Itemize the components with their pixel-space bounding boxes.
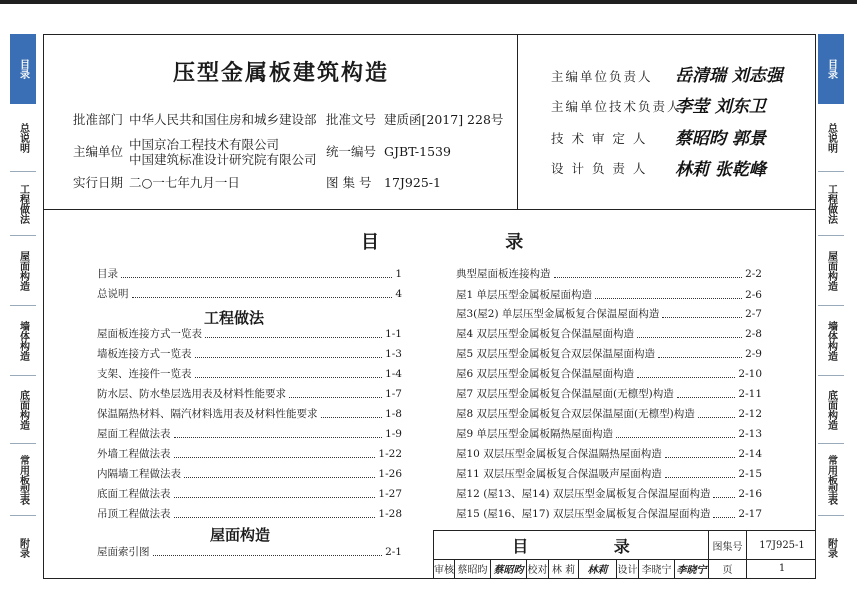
- toc-entry[interactable]: [456, 347, 762, 361]
- toc-entry[interactable]: [97, 447, 402, 461]
- toc-entry[interactable]: [97, 387, 402, 401]
- tab-roof[interactable]: [10, 236, 36, 306]
- tab-label: 常用板型表: [825, 454, 837, 505]
- section-roof: 屋面构造: [210, 526, 271, 544]
- tab-engineering[interactable]: [818, 172, 844, 236]
- toc-entry[interactable]: [456, 407, 762, 421]
- tab-contents[interactable]: [818, 34, 844, 104]
- toc-entry[interactable]: [97, 545, 402, 559]
- toc-entry[interactable]: [97, 327, 402, 341]
- tab-label: 墙体构造: [17, 320, 29, 361]
- toc-entry[interactable]: [97, 287, 402, 301]
- atlas-no-value: 17J925-1: [384, 175, 441, 190]
- cover-header: [43, 34, 816, 210]
- entry-title: 屋3(屋2) 单层压型金属板复合保温屋面构造: [456, 308, 660, 320]
- tab-engineering[interactable]: [10, 172, 36, 236]
- tab-label: 目录: [17, 59, 29, 79]
- toc-entry[interactable]: [97, 407, 402, 421]
- tab-wall[interactable]: [10, 306, 36, 376]
- impl-date-value: 二○一七年九月一日: [129, 175, 240, 190]
- toc-entry[interactable]: [456, 507, 762, 521]
- tab-label: 目录: [825, 59, 837, 79]
- entry-title: 屋15 (屋16、屋17) 双层压型金属板复合保温屋面构造: [456, 508, 711, 520]
- toc-heading: 目 录: [361, 232, 584, 253]
- tab-label: 墙体构造: [825, 320, 837, 361]
- tab-general-notes[interactable]: [10, 104, 36, 172]
- atlas-no-cell: 17J925-1: [746, 531, 817, 559]
- entry-page: 2-12: [738, 408, 762, 420]
- tab-label: 总说明: [825, 122, 837, 153]
- title-block-title: 目 录: [512, 536, 670, 556]
- tab-label: 工程做法: [825, 183, 837, 224]
- entry-page: 2-17: [738, 508, 762, 520]
- chief-unit-1: 中国京冶工程技术有限公司: [129, 137, 280, 152]
- entry-title: 总说明: [97, 288, 129, 300]
- atlas-no-label-cell: 图集号: [708, 531, 746, 559]
- tab-label: 附录: [825, 537, 837, 558]
- entry-title: 保温隔热材料、隔汽材料选用表及材料性能要求: [97, 408, 318, 420]
- chief-unit-label: 主编单位: [73, 144, 124, 159]
- approval-doc: [326, 112, 503, 128]
- check-label: 校对: [526, 559, 548, 578]
- checker-signature: 林莉: [578, 559, 616, 578]
- entry-page: 1: [395, 268, 402, 280]
- approval-dept-value: 中华人民共和国住房和城乡建设部: [129, 112, 317, 127]
- unified-no-value: GJBT-1539: [384, 144, 451, 159]
- designer-name: 李晓宁: [638, 559, 674, 578]
- tab-panel-types[interactable]: [818, 444, 844, 516]
- toc-entry[interactable]: [456, 447, 762, 461]
- entry-page: 1-3: [385, 348, 402, 360]
- toc-entry[interactable]: [456, 327, 762, 341]
- approval-doc-label: 批准文号: [326, 112, 377, 127]
- entry-page: 2-15: [738, 468, 762, 480]
- entry-title: 屋6 双层压型金属板复合保温屋面构造: [456, 368, 635, 380]
- entry-page: 1-22: [378, 448, 402, 460]
- impl-date: [73, 175, 240, 191]
- entry-title: 屋10 双层压型金属板复合保温隔热屋面构造: [456, 448, 662, 460]
- toc-entry[interactable]: [97, 347, 402, 361]
- atlas-no-label: 图 集 号: [326, 175, 372, 190]
- entry-title: 屋11 双层压型金属板复合保温吸声屋面构造: [456, 468, 662, 480]
- entry-page: 2-1: [385, 546, 402, 558]
- tab-label: 总说明: [17, 122, 29, 153]
- entry-page: 2-16: [738, 488, 762, 500]
- tab-label: 屋面构造: [17, 250, 29, 291]
- tab-label: 屋面构造: [825, 250, 837, 291]
- toc-entry[interactable]: [456, 387, 762, 401]
- entry-title: 吊顶工程做法表: [97, 508, 171, 520]
- approval-dept: [73, 112, 317, 128]
- role-chief-unit-head: 主编单位负责人: [551, 69, 653, 84]
- entry-page: 2-14: [738, 448, 762, 460]
- entry-page: 4: [395, 288, 402, 300]
- entry-page: 2-7: [745, 308, 762, 320]
- entry-title: 内隔墙工程做法表: [97, 468, 181, 480]
- entry-page: 1-28: [378, 508, 402, 520]
- tab-appendix[interactable]: [10, 516, 36, 579]
- designer-signature: 李晓宁: [674, 559, 708, 578]
- entry-title: 屋面板连接方式一览表: [97, 328, 202, 340]
- tab-label: 底面构造: [825, 389, 837, 430]
- tab-contents[interactable]: [10, 34, 36, 104]
- entry-page: 2-13: [738, 428, 762, 440]
- tab-label: 底面构造: [17, 389, 29, 430]
- entry-title: 屋8 双层压型金属板复合双层保温屋面(无檩型)构造: [456, 408, 695, 420]
- entry-title: 支架、连接件一览表: [97, 368, 192, 380]
- tab-bottom[interactable]: [818, 376, 844, 444]
- tab-roof[interactable]: [818, 236, 844, 306]
- header-divider: [517, 34, 518, 210]
- toc-entry[interactable]: [97, 487, 402, 501]
- window-top-bar: [0, 0, 857, 4]
- toc-entry[interactable]: [97, 467, 402, 481]
- toc-entry[interactable]: [456, 367, 762, 381]
- section-engineering: 工程做法: [204, 309, 265, 327]
- entry-page: 2-2: [745, 268, 762, 280]
- approval-dept-label: 批准部门: [73, 112, 124, 127]
- toc-entry[interactable]: [456, 427, 762, 441]
- role-tech-head: 主编单位技术负责人: [551, 99, 682, 114]
- reviewer-name: 蔡昭昀: [454, 559, 490, 578]
- role-design-head: 设 计 负 责 人: [551, 161, 648, 176]
- entry-title: 屋7 双层压型金属板复合保温屋面(无檩型)构造: [456, 388, 674, 400]
- review-label: 审核: [434, 565, 454, 576]
- entry-title: 屋4 双层压型金属板复合保温屋面构造: [456, 328, 635, 340]
- tab-appendix[interactable]: [818, 516, 844, 579]
- entry-title: 墙板连接方式一览表: [97, 348, 192, 360]
- atlas-no: [326, 175, 441, 191]
- chief-unit-2: 中国建筑标准设计研究院有限公司: [129, 152, 317, 167]
- approval-doc-value: 建质函[2017] 228号: [384, 112, 504, 127]
- entry-page: 2-9: [745, 348, 762, 360]
- design-label: 设计: [616, 559, 638, 578]
- tab-label: 附录: [17, 537, 29, 558]
- reviewer-signature: 蔡昭昀: [490, 559, 526, 578]
- right-tab-strip: [818, 34, 844, 579]
- unified-no: [326, 144, 451, 160]
- toc-entry[interactable]: [97, 267, 402, 281]
- title-block-top: [434, 531, 816, 560]
- entry-title: 屋面索引图: [97, 546, 150, 558]
- entry-page: 1-27: [378, 488, 402, 500]
- entry-page: 2-8: [745, 328, 762, 340]
- title-block: [433, 530, 816, 579]
- entry-page: 1-1: [385, 328, 402, 340]
- entry-page: 1-26: [378, 468, 402, 480]
- entry-title: 典型屋面板连接构造: [456, 268, 551, 280]
- entry-title: 底面工程做法表: [97, 488, 171, 500]
- signature-2: 李莹 刘东卫: [675, 97, 766, 117]
- checker-name: 林 莉: [548, 559, 578, 578]
- entry-page: 1-4: [385, 368, 402, 380]
- signature-4: 林莉 张乾峰: [675, 160, 766, 180]
- entry-title: 目录: [97, 268, 118, 280]
- entry-title: 外墙工程做法表: [97, 448, 171, 460]
- toc-entry[interactable]: [97, 507, 402, 521]
- entry-title: 屋面工程做法表: [97, 428, 171, 440]
- title-block-bottom: [434, 559, 816, 578]
- tab-panel-types[interactable]: [10, 444, 36, 516]
- tab-label: 常用板型表: [17, 454, 29, 505]
- page-number: 1: [746, 559, 817, 578]
- entry-title: 屋12 (屋13、屋14) 双层压型金属板复合保温屋面构造: [456, 488, 711, 500]
- role-tech-reviewer: 技 术 审 定 人: [551, 131, 648, 146]
- tab-general-notes[interactable]: [818, 104, 844, 172]
- entry-page: 1-8: [385, 408, 402, 420]
- signature-3: 蔡昭昀 郭景: [675, 129, 766, 149]
- toc-entry[interactable]: [456, 307, 762, 321]
- entry-title: 屋1 单层压型金属板屋面构造: [456, 289, 593, 301]
- toc-entry[interactable]: [456, 267, 762, 281]
- entry-page: 2-10: [738, 368, 762, 380]
- impl-date-label: 实行日期: [73, 175, 124, 190]
- entry-page: 1-7: [385, 388, 402, 400]
- toc-entry[interactable]: [97, 427, 402, 441]
- unified-no-label: 统一编号: [326, 144, 377, 159]
- entry-page: 2-11: [738, 388, 762, 400]
- entry-page: 2-6: [745, 289, 762, 301]
- toc-entry[interactable]: [456, 467, 762, 481]
- entry-title: 屋9 单层压型金属板隔热屋面构造: [456, 428, 614, 440]
- tab-bottom[interactable]: [10, 376, 36, 444]
- tab-label: 工程做法: [17, 183, 29, 224]
- toc-entry[interactable]: [456, 288, 762, 302]
- atlas-title: 压型金属板建筑构造: [173, 61, 390, 86]
- toc-entry[interactable]: [97, 367, 402, 381]
- entry-title: 防水层、防水垫层选用表及材料性能要求: [97, 388, 286, 400]
- toc-entry[interactable]: [456, 487, 762, 501]
- entry-page: 1-9: [385, 428, 402, 440]
- entry-title: 屋5 双层压型金属板复合双层保温屋面构造: [456, 348, 656, 360]
- page-label: 页: [708, 559, 746, 578]
- left-tab-strip: [10, 34, 36, 579]
- tab-wall[interactable]: [818, 306, 844, 376]
- signature-1: 岳清瑞 刘志强: [675, 66, 783, 86]
